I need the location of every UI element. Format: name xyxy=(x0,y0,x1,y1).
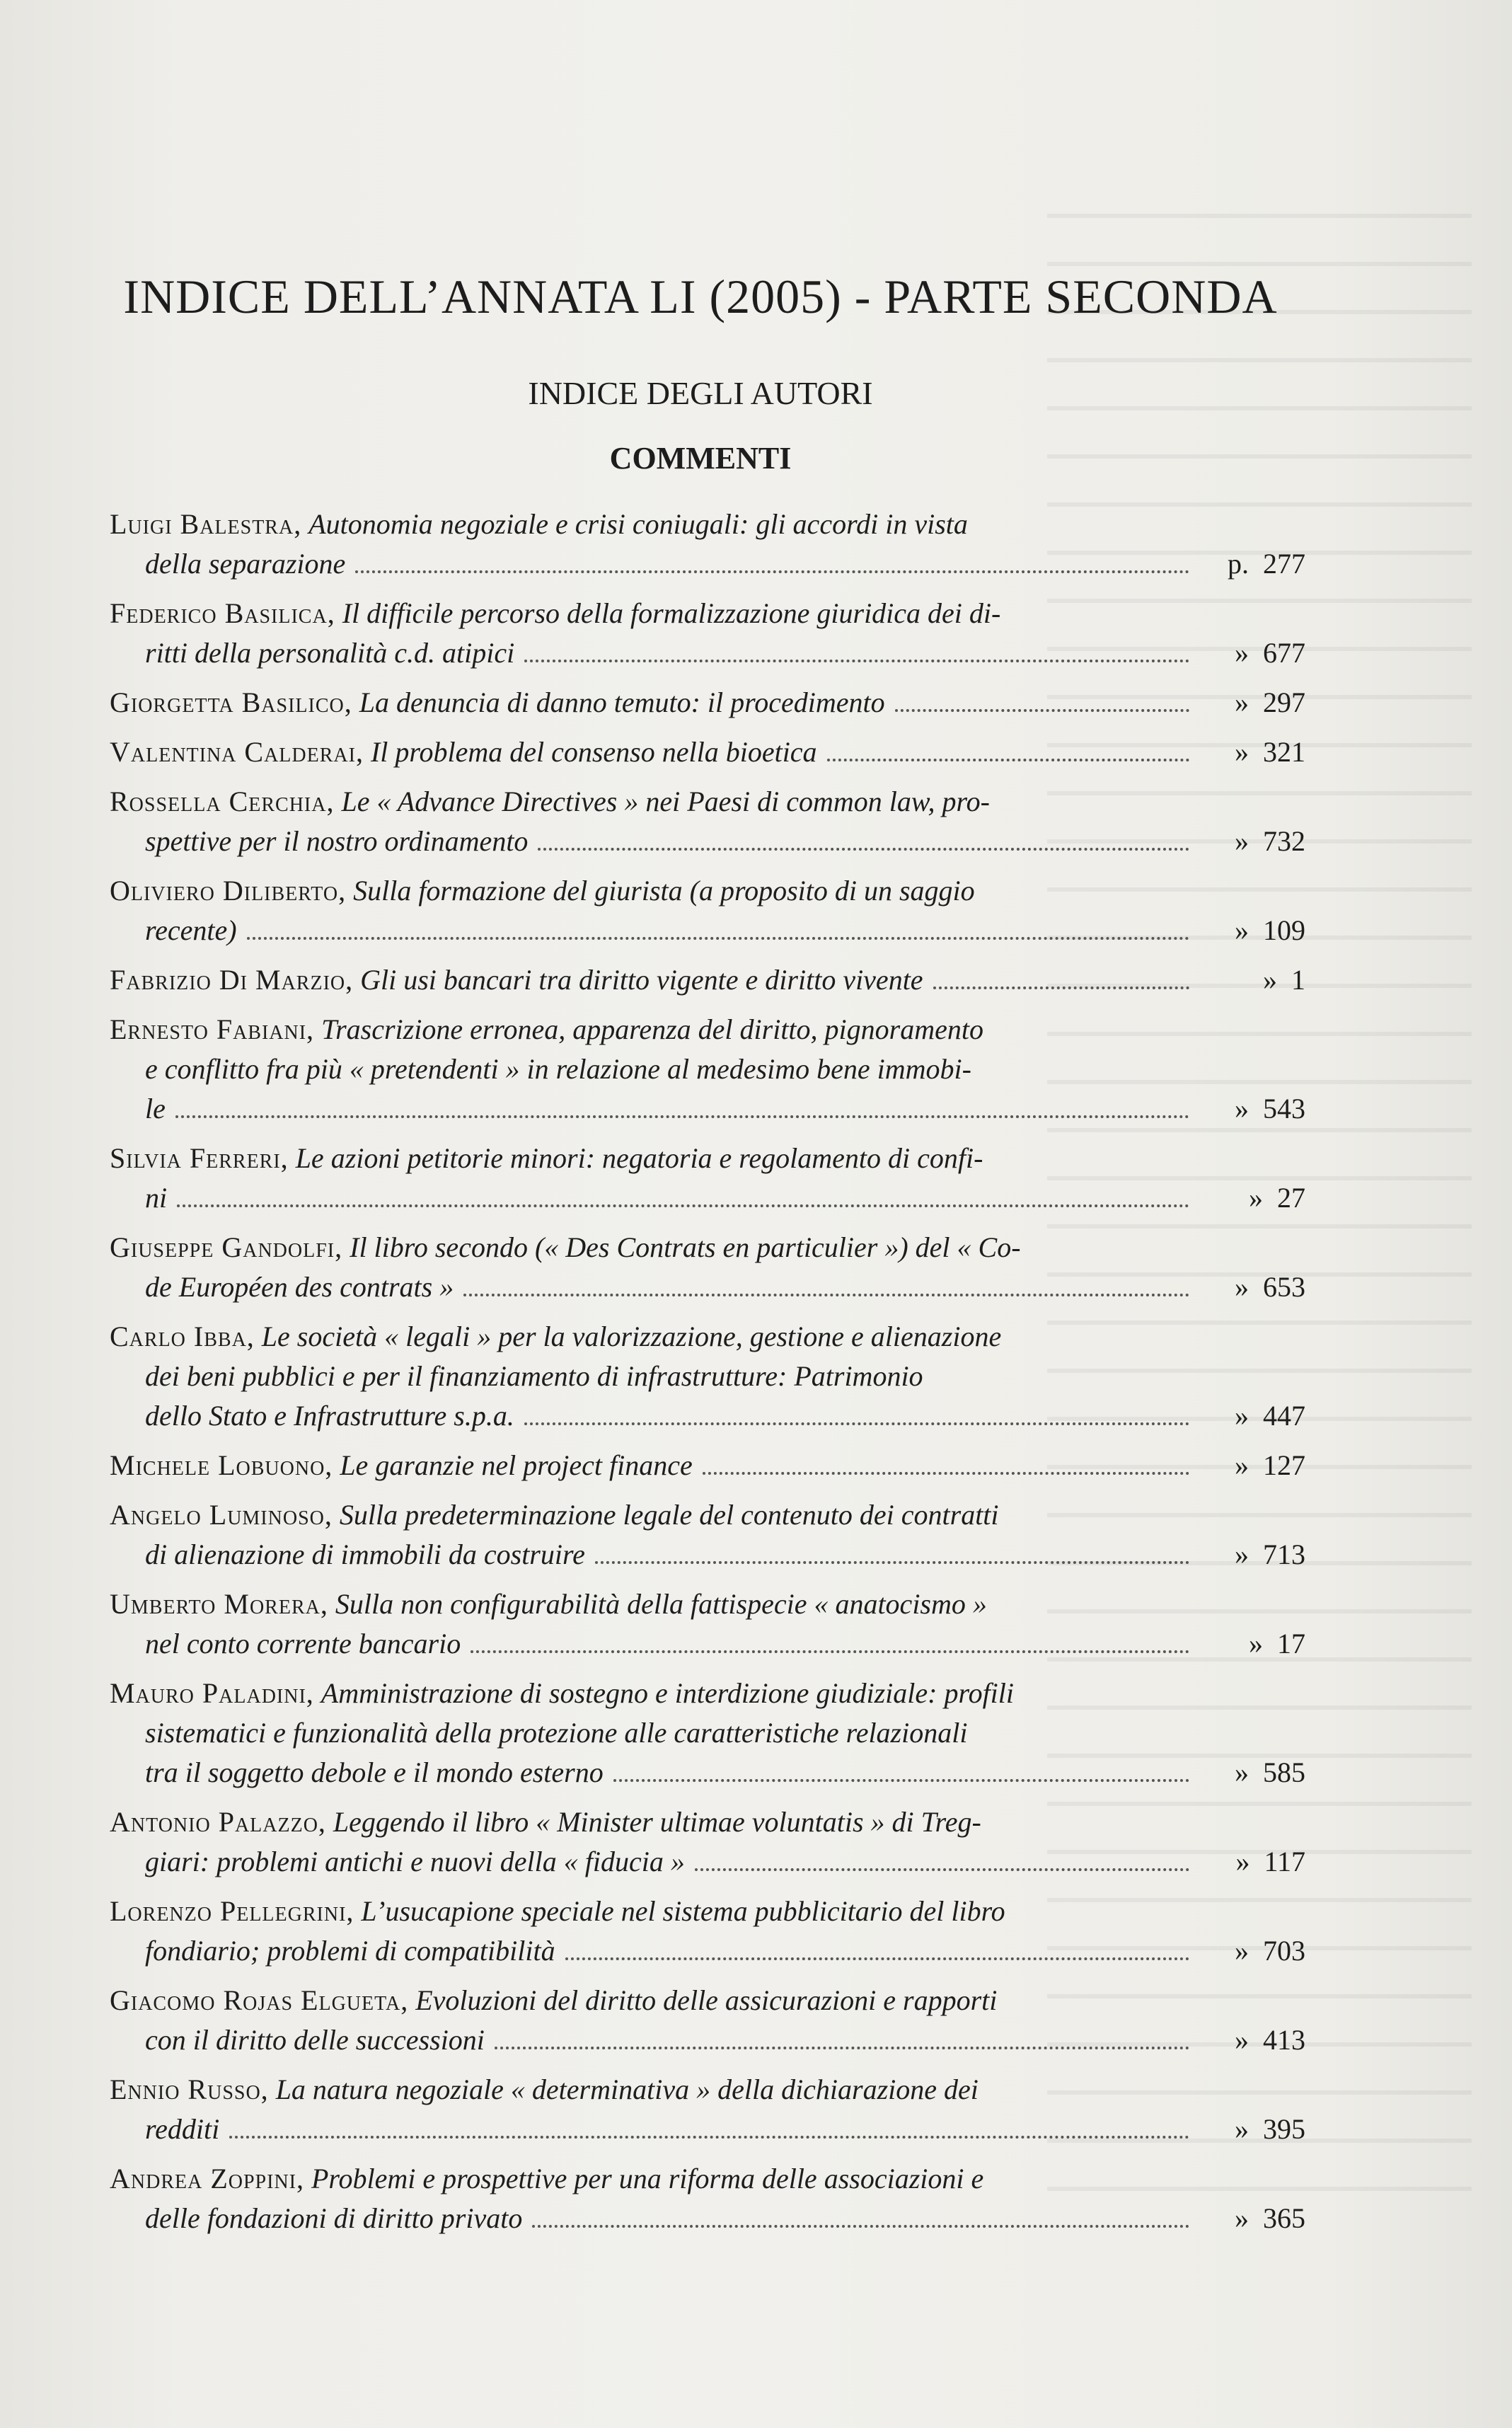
page-marker: » xyxy=(1263,964,1277,996)
article-title-end: nel conto corrente bancario xyxy=(145,1628,461,1659)
author-name: Umberto Morera, xyxy=(110,1588,328,1620)
entry-continuation-line xyxy=(110,544,1305,584)
dot-leader xyxy=(463,1294,1189,1296)
page-reference xyxy=(1199,2110,1305,2149)
entry-first-line xyxy=(110,1802,1305,1842)
dot-leader xyxy=(524,1422,1189,1425)
entry-heading xyxy=(110,1010,983,1049)
index-subtitle: INDICE DEGLI AUTORI xyxy=(528,375,873,411)
page-number: 585 xyxy=(1263,1756,1305,1788)
article-title-end: della separazione xyxy=(145,548,346,580)
article-title-end: ritti della personalità c.d. atipici xyxy=(145,637,515,669)
index-entry xyxy=(110,871,1305,950)
index-entry xyxy=(110,2159,1305,2238)
page-reference xyxy=(1199,1178,1305,1218)
page-number: 732 xyxy=(1263,825,1305,857)
index-entry xyxy=(110,1317,1305,1436)
dot-leader xyxy=(177,1204,1189,1207)
entry-continuation-line xyxy=(110,1535,1305,1575)
article-title: Problemi e prospettive per una riforma delle associazioni e xyxy=(311,2163,984,2194)
article-title-end: delle fondazioni di diritto privato xyxy=(145,2202,523,2234)
article-title: Il problema del consenso nella bioetica xyxy=(370,736,817,768)
article-title-end: ni xyxy=(145,1182,168,1214)
entry-continuation-line xyxy=(110,1089,1305,1129)
entry-heading xyxy=(110,1228,1021,1267)
entry-continuation-line xyxy=(110,1357,1305,1396)
page-number: 703 xyxy=(1263,1935,1305,1967)
entry-continuation-line xyxy=(110,1049,1305,1089)
entry-continuation-line xyxy=(110,822,1305,861)
page-marker: » xyxy=(1249,1182,1263,1214)
article-title-end: de Européen des contrats » xyxy=(145,1271,454,1303)
page-number: 413 xyxy=(1263,2024,1305,2056)
index-entry xyxy=(110,1495,1305,1575)
dot-leader xyxy=(471,1650,1189,1653)
page-reference xyxy=(1199,544,1305,584)
dot-leader xyxy=(495,2047,1189,2049)
entry-continuation-line xyxy=(110,1396,1305,1436)
author-name: Luigi Balestra, xyxy=(110,508,302,540)
page-marker: » xyxy=(1235,637,1249,669)
article-title-end: tra il soggetto debole e il mondo esterno xyxy=(145,1756,604,1788)
article-title-end: recente) xyxy=(145,914,237,946)
entry-first-line xyxy=(110,1317,1305,1357)
page-reference xyxy=(1199,1842,1305,1882)
author-name: Michele Lobuono, xyxy=(110,1449,333,1481)
entry-heading xyxy=(110,871,975,911)
page-marker: » xyxy=(1235,1271,1249,1303)
index-entry xyxy=(110,1981,1305,2060)
author-name: Lorenzo Pellegrini, xyxy=(110,1895,354,1927)
page-marker: » xyxy=(1235,736,1249,768)
page-marker: » xyxy=(1235,1935,1249,1967)
index-entry xyxy=(110,1446,1305,1485)
entry-first-line xyxy=(110,960,1305,1000)
dot-leader xyxy=(895,709,1189,712)
entry-heading xyxy=(110,1584,987,1624)
dot-leader xyxy=(524,660,1189,662)
index-entry xyxy=(110,782,1305,861)
entry-heading xyxy=(110,782,990,822)
author-name: Antonio Palazzo, xyxy=(110,1806,326,1838)
article-title: Le garanzie nel project finance xyxy=(340,1449,693,1481)
entry-heading xyxy=(110,1495,999,1535)
author-name: Giuseppe Gandolfi, xyxy=(110,1231,343,1263)
page-number: 127 xyxy=(1263,1449,1305,1481)
page-number: 109 xyxy=(1263,914,1305,946)
index-entry xyxy=(110,1139,1305,1218)
index-content xyxy=(92,269,1309,2248)
page-reference xyxy=(1199,2199,1305,2238)
page-reference xyxy=(1199,960,1305,1000)
page-reference xyxy=(1199,911,1305,950)
author-name: Angelo Luminoso, xyxy=(110,1499,333,1531)
page-marker: » xyxy=(1235,825,1249,857)
article-title-end: fondiario; problemi di compatibilità xyxy=(145,1935,555,1967)
author-name: Carlo Ibba, xyxy=(110,1321,255,1352)
entry-heading xyxy=(110,1317,1001,1357)
page-marker: » xyxy=(1235,686,1249,718)
entry-first-line xyxy=(110,732,1305,772)
page-reference xyxy=(1199,683,1305,723)
page-marker: » xyxy=(1249,1628,1263,1659)
entry-continuation-line xyxy=(110,1713,1305,1753)
entry-first-line xyxy=(110,505,1305,544)
page-marker: » xyxy=(1235,1093,1249,1124)
entry-heading xyxy=(110,960,923,1000)
page-number: 277 xyxy=(1263,548,1305,580)
page-number: 653 xyxy=(1263,1271,1305,1303)
article-title-end: giari: problemi antichi e nuovi della « fiducia » xyxy=(145,1846,685,1877)
page-reference xyxy=(1199,822,1305,861)
author-name: Giorgetta Basilico, xyxy=(110,686,352,718)
dot-leader xyxy=(827,759,1189,761)
dot-leader xyxy=(933,986,1189,989)
article-title: Amministrazione di sostegno e interdizione giudiziale: profili xyxy=(321,1677,1015,1709)
page-number: 321 xyxy=(1263,736,1305,768)
author-name: Rossella Cerchia, xyxy=(110,786,335,817)
author-name: Ennio Russo, xyxy=(110,2073,269,2105)
index-entry xyxy=(110,1802,1305,1882)
page-marker: » xyxy=(1235,1449,1249,1481)
article-title: Il difficile percorso della formalizzazione giuridica dei di- xyxy=(342,597,1001,629)
article-title: Trascrizione erronea, apparenza del diritto, pignoramento xyxy=(321,1013,983,1045)
article-title-end: con il diritto delle successioni xyxy=(145,2024,485,2056)
entry-first-line xyxy=(110,1446,1305,1485)
entry-first-line xyxy=(110,683,1305,723)
article-title: Le « Advance Directives » nei Paesi di common law, pro- xyxy=(341,786,990,817)
article-title-end: redditi xyxy=(145,2113,220,2145)
entry-continuation-line xyxy=(110,1931,1305,1971)
page-marker: » xyxy=(1235,1400,1249,1432)
article-title: Sulla formazione del giurista (a proposito di un saggio xyxy=(353,875,975,907)
index-entry xyxy=(110,505,1305,584)
entry-continuation-line xyxy=(110,2020,1305,2060)
author-name: Federico Basilica, xyxy=(110,597,335,629)
entry-heading xyxy=(110,1446,693,1485)
index-entry xyxy=(110,1674,1305,1793)
page-marker: p. xyxy=(1228,548,1249,580)
index-entry xyxy=(110,683,1305,723)
entry-heading xyxy=(110,683,885,723)
article-title: Autonomia negoziale e crisi coniugali: gli accordi in vista xyxy=(308,508,968,540)
page-number: 1 xyxy=(1291,964,1305,996)
article-title: Il libro secondo (« Des Contrats en particulier ») del « Co- xyxy=(350,1231,1021,1263)
page-reference xyxy=(1199,732,1305,772)
entry-continuation-line xyxy=(110,633,1305,673)
article-title: L’usucapione speciale nel sistema pubblicitario del libro xyxy=(361,1895,1005,1927)
entry-first-line xyxy=(110,1674,1305,1713)
page-reference xyxy=(1199,1396,1305,1436)
entry-first-line xyxy=(110,1139,1305,1178)
entry-heading xyxy=(110,1981,997,2020)
article-title: Le azioni petitorie minori: negatoria e regolamento di confi- xyxy=(295,1142,983,1174)
article-title: Evoluzioni del diritto delle assicurazioni e rapporti xyxy=(415,1984,998,2016)
dot-leader xyxy=(229,2136,1189,2139)
entry-heading xyxy=(110,1139,983,1178)
entry-first-line xyxy=(110,1228,1305,1267)
page-marker: » xyxy=(1235,914,1249,946)
dot-leader xyxy=(695,1868,1189,1871)
page-marker: » xyxy=(1235,2113,1249,2145)
entry-continuation-line xyxy=(110,2199,1305,2238)
page-title: INDICE DELL’ANNATA LI (2005) - PARTE SECONDA xyxy=(123,270,1278,323)
article-title-end: spettive per il nostro ordinamento xyxy=(145,825,529,857)
page-marker: » xyxy=(1235,2202,1249,2234)
entry-first-line xyxy=(110,1584,1305,1624)
dot-leader xyxy=(565,1957,1189,1960)
entry-heading xyxy=(110,1892,1005,1931)
dot-leader xyxy=(532,2225,1189,2228)
article-title: Gli usi bancari tra diritto vigente e diritto vivente xyxy=(360,964,923,996)
article-title: La denuncia di danno temuto: il procedimento xyxy=(359,686,885,718)
page-number: 447 xyxy=(1263,1400,1305,1432)
author-name: Silvia Ferreri, xyxy=(110,1142,289,1174)
author-name: Giacomo Rojas Elgueta, xyxy=(110,1984,409,2016)
author-index-list xyxy=(110,505,1305,2238)
entry-heading xyxy=(110,594,1000,633)
article-title-continued: dei beni pubblici e per il finanziamento di infrastrutture: Patrimonio xyxy=(145,1360,923,1392)
dot-leader xyxy=(703,1472,1189,1475)
entry-continuation-line xyxy=(110,1753,1305,1793)
page-marker: » xyxy=(1235,2024,1249,2056)
entry-continuation-line xyxy=(110,1842,1305,1882)
entry-continuation-line xyxy=(110,2110,1305,2149)
page-reference xyxy=(1199,1624,1305,1664)
page-reference xyxy=(1199,1089,1305,1129)
page-marker: » xyxy=(1235,1756,1249,1788)
entry-first-line xyxy=(110,1892,1305,1931)
index-entry xyxy=(110,732,1305,772)
article-title-end: di alienazione di immobili da costruire xyxy=(145,1538,585,1570)
index-entry xyxy=(110,2070,1305,2149)
entry-first-line xyxy=(110,1981,1305,2020)
page-number: 677 xyxy=(1263,637,1305,669)
page-marker: » xyxy=(1235,1846,1250,1877)
page-number: 713 xyxy=(1263,1538,1305,1570)
article-title: La natura negoziale « determinativa » della dichiarazione dei xyxy=(275,2073,979,2105)
article-title: Sulla predeterminazione legale del contenuto dei contratti xyxy=(339,1499,999,1531)
page-reference xyxy=(1199,1267,1305,1307)
entry-heading xyxy=(110,2159,983,2199)
page-reference xyxy=(1199,2020,1305,2060)
article-title-continued: e conflitto fra più « pretendenti » in relazione al medesimo bene immobi- xyxy=(145,1053,971,1085)
page-number: 297 xyxy=(1263,686,1305,718)
dot-leader xyxy=(613,1779,1189,1782)
page-marker: » xyxy=(1235,1538,1249,1570)
page-reference xyxy=(1199,1931,1305,1971)
author-name: Ernesto Fabiani, xyxy=(110,1013,315,1045)
index-entry xyxy=(110,960,1305,1000)
index-entry xyxy=(110,594,1305,673)
entry-first-line xyxy=(110,2070,1305,2110)
page-number: 395 xyxy=(1263,2113,1305,2145)
page-reference xyxy=(1199,1753,1305,1793)
entry-first-line xyxy=(110,1495,1305,1535)
entry-first-line xyxy=(110,871,1305,911)
page-number: 365 xyxy=(1263,2202,1305,2234)
author-name: Fabrizio Di Marzio, xyxy=(110,964,354,996)
entry-heading xyxy=(110,2070,979,2110)
author-name: Valentina Calderai, xyxy=(110,736,364,768)
page-reference xyxy=(1199,633,1305,673)
dot-leader xyxy=(595,1561,1189,1564)
page-number: 543 xyxy=(1263,1093,1305,1124)
entry-first-line xyxy=(110,594,1305,633)
page-reference xyxy=(1199,1535,1305,1575)
index-entry xyxy=(110,1892,1305,1971)
article-title-continued: sistematici e funzionalità della protezione alle caratteristiche relazionali xyxy=(145,1717,968,1749)
entry-continuation-line xyxy=(110,911,1305,950)
page-number: 17 xyxy=(1277,1628,1305,1659)
author-name: Andrea Zoppini, xyxy=(110,2163,304,2194)
index-entry xyxy=(110,1010,1305,1129)
dot-leader xyxy=(355,570,1189,573)
page-reference xyxy=(1199,1446,1305,1485)
dot-leader xyxy=(175,1115,1189,1118)
index-entry xyxy=(110,1228,1305,1307)
page-number: 117 xyxy=(1264,1846,1305,1877)
entry-first-line xyxy=(110,2159,1305,2199)
author-name: Oliviero Diliberto, xyxy=(110,875,347,907)
entry-continuation-line xyxy=(110,1178,1305,1218)
author-name: Mauro Paladini, xyxy=(110,1677,314,1709)
entry-continuation-line xyxy=(110,1624,1305,1664)
article-title: Leggendo il libro « Minister ultimae voluntatis » di Treg- xyxy=(333,1806,981,1838)
entry-first-line xyxy=(110,782,1305,822)
entry-heading xyxy=(110,1674,1014,1713)
entry-heading xyxy=(110,732,817,772)
entry-first-line xyxy=(110,1010,1305,1049)
article-title: Le società « legali » per la valorizzazione, gestione e alienazione xyxy=(261,1321,1002,1352)
entry-heading xyxy=(110,1802,981,1842)
article-title: Sulla non configurabilità della fattispecie « anatocismo » xyxy=(335,1588,987,1620)
dot-leader xyxy=(247,937,1189,940)
article-title-end: le xyxy=(145,1093,166,1124)
index-entry xyxy=(110,1584,1305,1664)
entry-continuation-line xyxy=(110,1267,1305,1307)
section-heading: COMMENTI xyxy=(609,441,792,476)
article-title-end: dello Stato e Infrastrutture s.p.a. xyxy=(145,1400,514,1432)
entry-heading xyxy=(110,505,968,544)
page-number: 27 xyxy=(1277,1182,1305,1214)
dot-leader xyxy=(538,848,1189,851)
